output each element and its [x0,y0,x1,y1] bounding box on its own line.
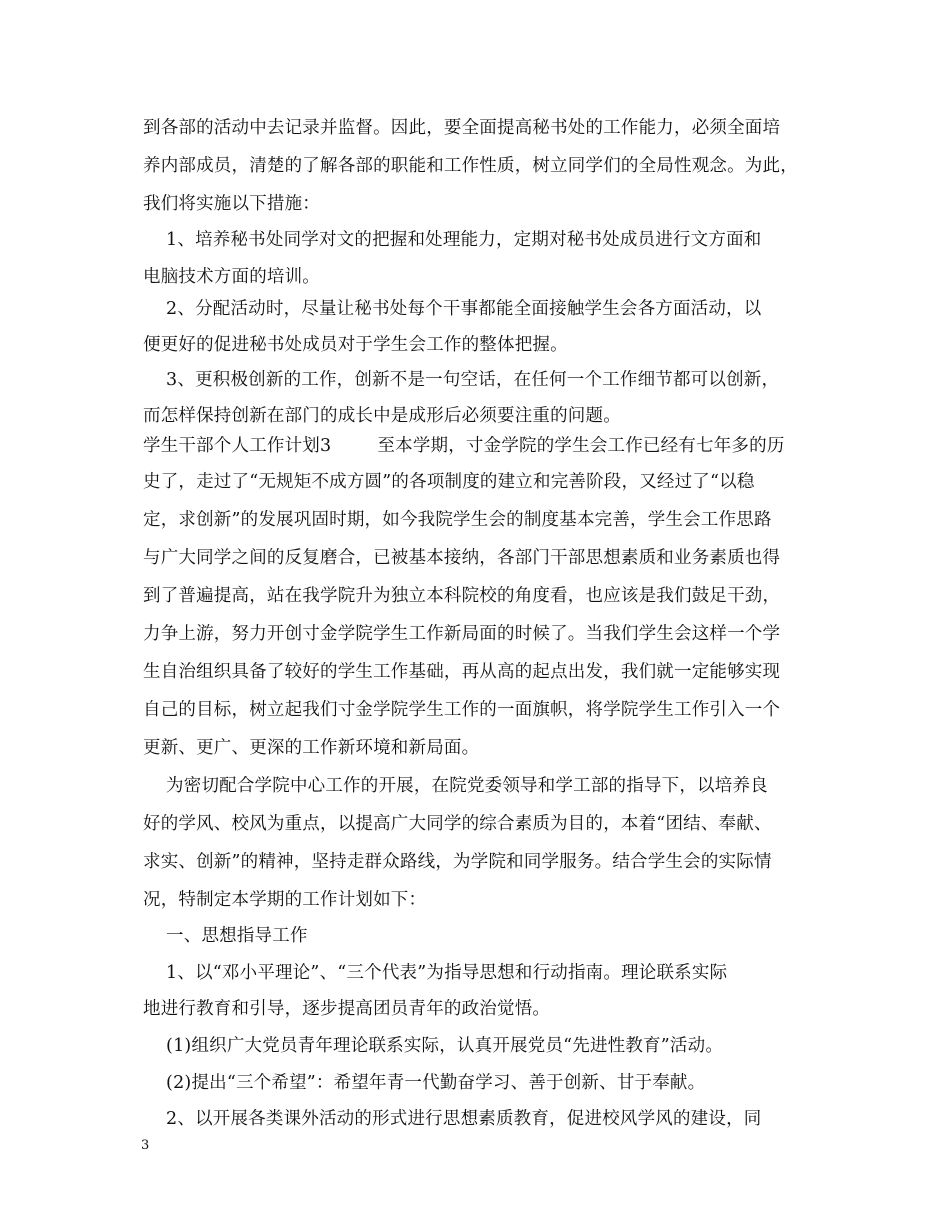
text-line: 便更好的促进秘书处成员对于学生会工作的整体把握。 [143,335,568,355]
text-line: 2、以开展各类课外活动的形式进行思想素质教育，促进校风学风的建设，同 [143,1109,762,1129]
text-line: 学生干部个人工作计划3 至本学期，寸金学院的学生会工作已经有七年多的历 [143,436,785,456]
text-line: 到了普遍提高，站在我学院升为独立本科院校的角度看，也应该是我们鼓足干劲， [143,586,781,606]
text-line: 1、以“邓小平理论”、“三个代表”为指导思想和行动指南。理论联系实际 [143,963,728,983]
text-line: 1、培养秘书处同学对文的把握和处理能力，定期对秘书处成员进行文方面和 [143,230,762,250]
text-line: 求实、创新”的精神，坚持走群众路线，为学院和同学服务。结合学生会的实际情 [143,852,772,872]
text-line: 生自治组织具备了较好的学生工作基础，再从高的起点出发，我们就一定能够实现 [143,662,781,682]
text-line: 为密切配合学院中心工作的开展，在院党委领导和学工部的指导下，以培养良 [143,776,768,796]
text-line: (1)组织广大党员青年理论联系实际，认真开展党员“先进性教育”活动。 [143,1036,724,1056]
text-line: 养内部成员，清楚的了解各部的职能和工作性质，树立同学们的全局性观念。为此， [143,156,798,176]
text-line: 好的学风、校风为重点，以提高广大同学的综合素质为目的，本着“团结、奉献、 [143,814,772,834]
text-line: 定，求创新”的发展巩固时期，如今我院学生会的制度基本完善，学生会工作思路 [143,510,772,530]
text-line: 自己的目标，树立起我们寸金学院学生工作的一面旗帜，将学院学生工作引入一个 [143,700,781,720]
text-line: 更新、更广、更深的工作新环境和新局面。 [143,738,480,758]
text-line: 我们将实施以下措施： [143,194,320,214]
text-line: 况，特制定本学期的工作计划如下： [143,890,427,910]
text-line: 史了，走过了“无规矩不成方圆”的各项制度的建立和完善阶段，又经过了“以稳 [143,472,755,492]
text-line: 到各部的活动中去记录并监督。因此，要全面提高秘书处的工作能力，必须全面培 [143,118,781,138]
text-line: 电脑技术方面的培训。 [143,267,320,287]
text-line: 2、分配活动时，尽量让秘书处每个干事都能全面接触学生会各方面活动，以 [143,299,762,319]
text-line: 而怎样保持创新在部门的成长中是成形后必须要注重的问题。 [143,406,621,426]
text-line: 一、思想指导工作 [143,926,308,946]
text-line: 力争上游，努力开创寸金学院学生工作新局面的时候了。当我们学生会这样一个学 [143,624,781,644]
text-line: 地进行教育和引导，逐步提高团员青年的政治觉悟。 [143,999,551,1019]
text-line: 与广大同学之间的反复磨合，已被基本接纳，各部门干部思想素质和业务素质也得 [143,548,781,568]
text-line: (2)提出“三个希望”：希望年青一代勤奋学习、善于创新、甘于奉献。 [143,1073,706,1093]
text-line: 3、更积极创新的工作，创新不是一句空话，在任何一个工作细节都可以创新， [143,370,780,390]
page-number: 3 [141,1138,150,1153]
